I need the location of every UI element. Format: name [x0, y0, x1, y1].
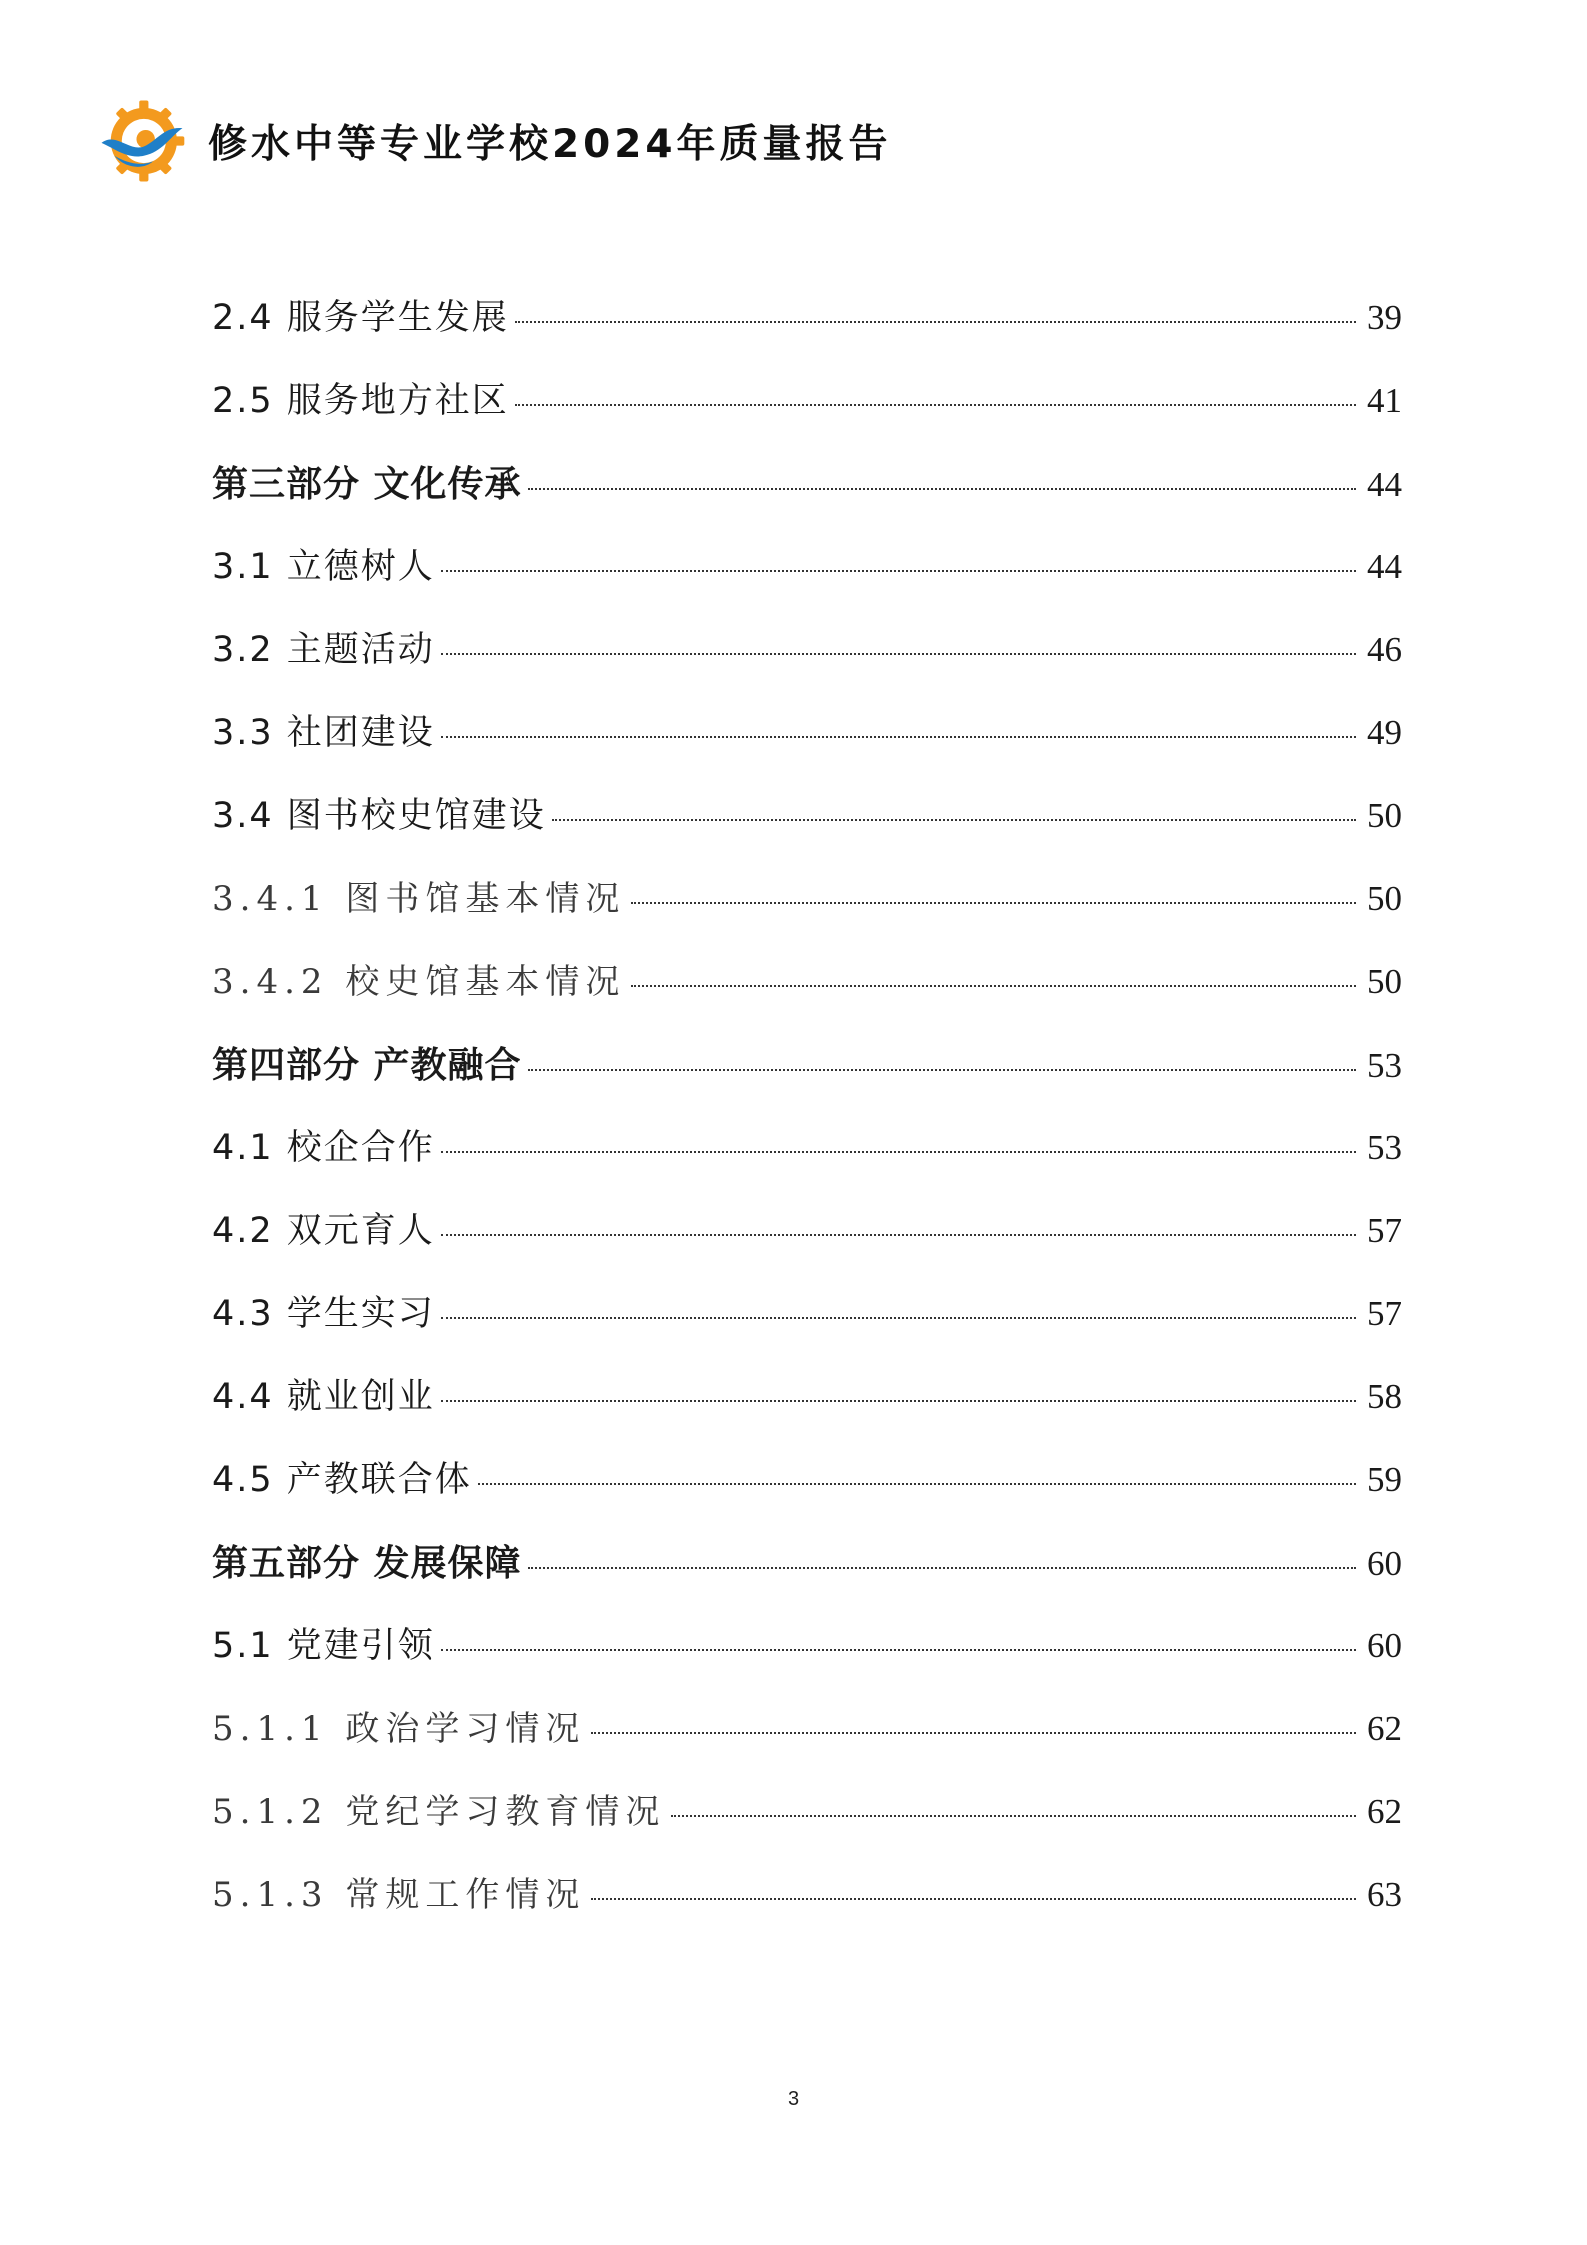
toc-entry-label: 4.2 双元育人 — [212, 1211, 435, 1251]
toc-entry-label: 3.3 社团建设 — [212, 713, 435, 753]
toc-leader-dots — [631, 902, 1356, 904]
toc-leader-dots — [631, 985, 1356, 987]
toc-entry-page: 44 — [1367, 465, 1402, 504]
toc-leader-dots — [591, 1732, 1356, 1734]
toc-entry[interactable] — [212, 1369, 1402, 1452]
toc-entry[interactable] — [212, 1037, 1402, 1120]
toc-entry-label: 4.1 校企合作 — [212, 1128, 435, 1168]
toc-leader-dots — [515, 404, 1356, 406]
toc-leader-dots — [528, 488, 1356, 490]
toc-entry-label: 第三部分 文化传承 — [212, 463, 522, 505]
toc-entry-page: 60 — [1367, 1626, 1402, 1665]
page-header — [96, 96, 892, 186]
toc-entry-label: 5.1.3 常规工作情况 — [212, 1875, 586, 1915]
toc-entry-page: 62 — [1367, 1709, 1402, 1748]
toc-entry[interactable] — [212, 1120, 1402, 1203]
toc-entry-page: 53 — [1367, 1128, 1402, 1167]
toc-entry[interactable] — [212, 456, 1402, 539]
toc-entry-page: 41 — [1367, 381, 1402, 420]
toc-entry[interactable] — [212, 290, 1402, 373]
toc-entry[interactable] — [212, 954, 1402, 1037]
toc-entry-page: 63 — [1367, 1875, 1402, 1914]
toc-leader-dots — [552, 819, 1356, 821]
toc-entry-page: 62 — [1367, 1792, 1402, 1831]
toc-entry-label: 3.4.1 图书馆基本情况 — [212, 879, 626, 919]
toc-entry-page: 57 — [1367, 1294, 1402, 1333]
toc-entry-page: 57 — [1367, 1211, 1402, 1250]
toc-entry[interactable] — [212, 1535, 1402, 1618]
toc-leader-dots — [528, 1069, 1356, 1071]
toc-entry[interactable] — [212, 871, 1402, 954]
toc-leader-dots — [441, 1151, 1356, 1153]
toc-entry-page: 44 — [1367, 547, 1402, 586]
toc-entry[interactable] — [212, 705, 1402, 788]
toc-entry-label: 5.1.1 政治学习情况 — [212, 1709, 586, 1749]
toc-entry-page: 53 — [1367, 1046, 1402, 1085]
toc-entry-page: 46 — [1367, 630, 1402, 669]
toc-leader-dots — [441, 1317, 1356, 1319]
toc-entry-page: 39 — [1367, 298, 1402, 337]
toc-leader-dots — [528, 1567, 1356, 1569]
toc-leader-dots — [591, 1898, 1356, 1900]
toc-leader-dots — [478, 1483, 1356, 1485]
toc-entry-page: 58 — [1367, 1377, 1402, 1416]
toc-entry-page: 49 — [1367, 713, 1402, 752]
toc-leader-dots — [671, 1815, 1356, 1817]
toc-entry[interactable] — [212, 1701, 1402, 1784]
toc-entry[interactable] — [212, 1452, 1402, 1535]
toc-entry-page: 50 — [1367, 962, 1402, 1001]
toc-entry[interactable] — [212, 788, 1402, 871]
toc-entry-label: 3.4.2 校史馆基本情况 — [212, 962, 626, 1002]
toc-leader-dots — [441, 1649, 1356, 1651]
table-of-contents — [212, 290, 1402, 1950]
toc-entry-page: 50 — [1367, 879, 1402, 918]
toc-leader-dots — [515, 321, 1356, 323]
toc-entry-label: 4.5 产教联合体 — [212, 1460, 472, 1500]
report-title: 修水中等专业学校2024年质量报告 — [208, 122, 892, 167]
toc-entry-label: 2.4 服务学生发展 — [212, 298, 509, 338]
toc-entry-label: 2.5 服务地方社区 — [212, 381, 509, 421]
toc-entry-label: 4.3 学生实习 — [212, 1294, 435, 1334]
toc-leader-dots — [441, 1400, 1356, 1402]
toc-entry-label: 3.4 图书校史馆建设 — [212, 796, 546, 836]
toc-entry-label: 5.1 党建引领 — [212, 1626, 435, 1666]
toc-entry[interactable] — [212, 539, 1402, 622]
toc-leader-dots — [441, 1234, 1356, 1236]
toc-entry-page: 50 — [1367, 796, 1402, 835]
school-logo-icon — [96, 95, 188, 187]
toc-entry-label: 4.4 就业创业 — [212, 1377, 435, 1417]
toc-entry-page: 59 — [1367, 1460, 1402, 1499]
toc-entry[interactable] — [212, 622, 1402, 705]
toc-entry[interactable] — [212, 373, 1402, 456]
toc-entry-label: 3.1 立德树人 — [212, 547, 435, 587]
toc-leader-dots — [441, 570, 1356, 572]
toc-entry[interactable] — [212, 1286, 1402, 1369]
toc-leader-dots — [441, 736, 1356, 738]
toc-entry-label: 第五部分 发展保障 — [212, 1542, 522, 1584]
toc-entry-label: 3.2 主题活动 — [212, 630, 435, 670]
toc-entry-page: 60 — [1367, 1544, 1402, 1583]
toc-entry[interactable] — [212, 1203, 1402, 1286]
page-number: 3 — [787, 2088, 800, 2110]
toc-entry[interactable] — [212, 1784, 1402, 1867]
toc-entry-label: 第四部分 产教融合 — [212, 1044, 522, 1086]
toc-entry-label: 5.1.2 党纪学习教育情况 — [212, 1792, 666, 1832]
toc-entry[interactable] — [212, 1867, 1402, 1950]
toc-entry[interactable] — [212, 1618, 1402, 1701]
toc-leader-dots — [441, 653, 1356, 655]
